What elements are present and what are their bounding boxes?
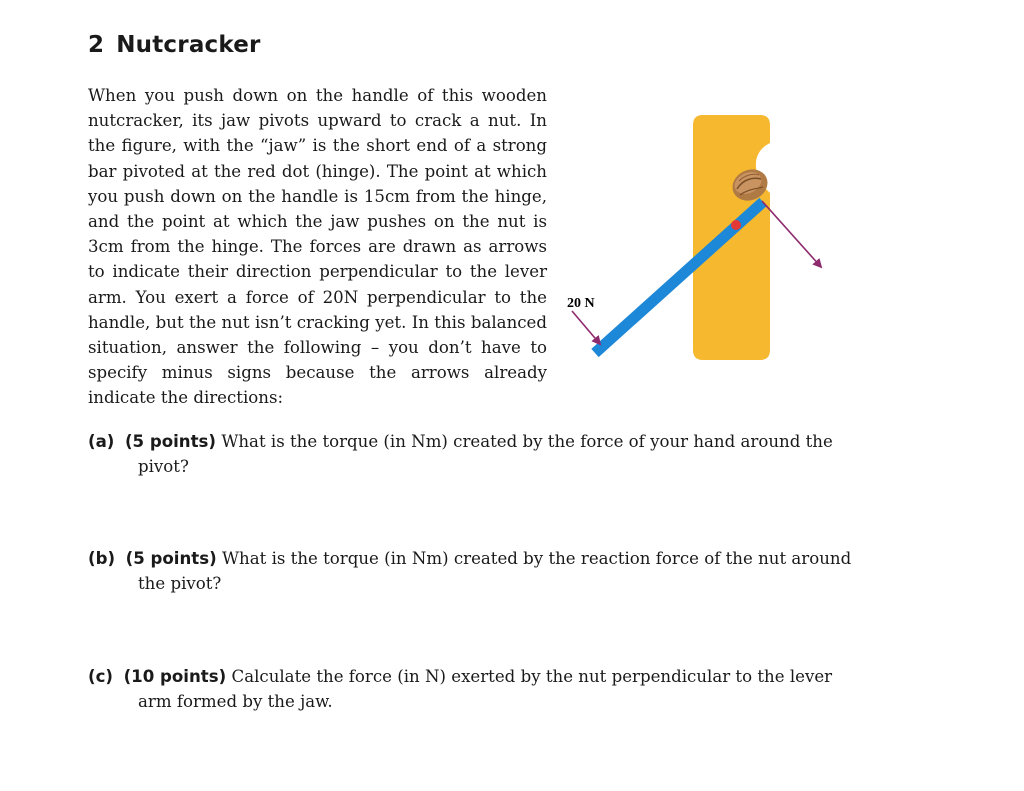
question-text-continued: arm formed by the jaw. <box>138 692 333 711</box>
question-a <box>88 429 888 479</box>
question-text: What is the torque (in Nm) created by the force of your hand around the <box>221 432 833 451</box>
question-points: (5 points) <box>124 432 217 451</box>
question-label: (a) <box>88 432 115 451</box>
nutcracker-figure <box>560 105 840 375</box>
question-text: What is the torque (in Nm) created by the reaction force of the nut around <box>221 549 852 568</box>
section-heading <box>88 32 261 58</box>
question-b <box>88 546 888 596</box>
intro-paragraph: When you push down on the handle of this wooden nutcracker, its jaw pivots upward to crack a nut. In the figure, with the “jaw” is the short end of a strong bar pivoted at the red dot (hinge). The point at which you push down on the handle is 15cm from the hinge, and the point at which the jaw pushes on the nut is 3cm from the hinge. The forces are drawn as arrows to indicate their direction perpendicular to the lever arm. You exert a force of 20N perpendicular to the handle, but the nut isn’t cracking yet. In this balanced situation, answer the following – you don’t have to specify minus signs because the arrows already indicate the directions: <box>88 86 547 408</box>
section-title: Nutcracker <box>116 32 261 58</box>
question-text-continued: the pivot? <box>138 574 222 593</box>
question-text: Calculate the force (in N) exerted by the nut perpendicular to the lever <box>231 667 833 686</box>
nut-force-arrow <box>762 201 821 267</box>
hand-force-arrow <box>572 311 600 344</box>
question-points: (10 points) <box>123 667 227 686</box>
force-label: 20 N <box>567 296 595 311</box>
question-label: (c) <box>88 667 114 686</box>
section-number: 2 <box>88 32 105 58</box>
question-c <box>88 664 888 714</box>
question-label: (b) <box>88 549 116 568</box>
hinge-dot <box>731 220 741 230</box>
question-points: (5 points) <box>125 549 217 568</box>
question-text-continued: pivot? <box>138 457 189 476</box>
